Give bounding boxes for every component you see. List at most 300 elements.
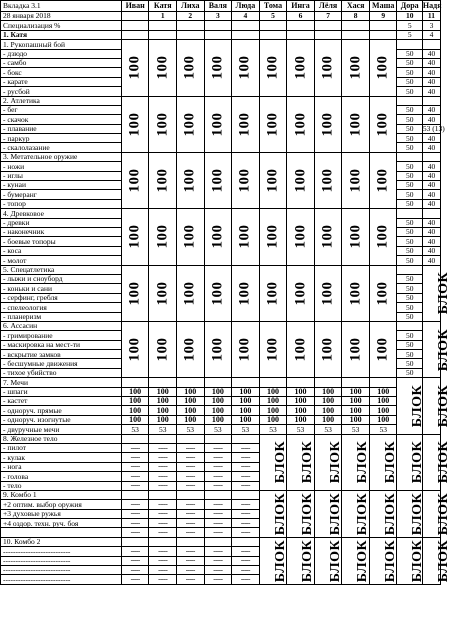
skill-item: - планеризм — [1, 312, 122, 321]
section-title: 5. Спецатлетика — [1, 265, 122, 274]
block-label: БЛОК — [410, 492, 426, 536]
skill-item: - русбой — [1, 87, 122, 96]
skill-value: 50 — [397, 246, 422, 255]
value-100-text: 100 — [154, 112, 171, 137]
skill-value: 53 — [204, 425, 232, 434]
skill-value: 53 (13) — [422, 124, 445, 134]
skill-value: 100 — [287, 397, 315, 406]
block-label: БЛОК — [436, 272, 452, 315]
value-100 — [204, 209, 232, 265]
empty-value: ----- — [149, 462, 177, 471]
value-100-text: 100 — [292, 168, 309, 193]
value-100-text: 100 — [374, 224, 391, 249]
value-100-text: 100 — [374, 281, 391, 306]
block-label: БЛОК — [410, 384, 426, 428]
skill-value: 100 — [314, 415, 342, 424]
value-100 — [204, 152, 232, 208]
skill-value: 50 — [397, 162, 422, 171]
empty-value: ----- — [232, 566, 260, 575]
skill-value: 100 — [232, 415, 260, 424]
skill-value: 50 — [397, 237, 422, 246]
value-100-text: 100 — [374, 112, 391, 137]
empty-value: ----- — [149, 481, 177, 490]
empty-value: ----- — [232, 472, 260, 481]
skill-value: 40 — [422, 105, 440, 114]
value-100 — [369, 40, 397, 96]
skill-value: 50 — [397, 134, 422, 143]
skill-item: - карате — [1, 77, 122, 86]
skill-item: - наконечник — [1, 227, 122, 236]
block-cell — [397, 490, 426, 537]
column-header: Валя — [204, 1, 232, 12]
empty-value: ----- — [204, 443, 232, 452]
block-cell — [259, 490, 287, 537]
block-cell — [287, 537, 315, 584]
block-cell — [314, 490, 342, 537]
skill-item: - боевые топоры — [1, 237, 122, 246]
value-100-text: 100 — [292, 337, 309, 362]
skill-value: 40 — [422, 115, 440, 124]
column-number: 6 — [287, 12, 315, 21]
empty-value: ----- — [176, 500, 204, 509]
value-100 — [259, 265, 287, 321]
value-100-text: 100 — [264, 337, 281, 362]
block-cell — [259, 434, 287, 490]
skill-value: 50 — [397, 350, 422, 359]
spec-label: Специализация % — [1, 21, 122, 30]
skill-value: 100 — [259, 415, 287, 424]
value-100 — [314, 40, 342, 96]
block-label: БЛОК — [436, 539, 452, 583]
value-100-text: 100 — [236, 112, 253, 137]
skill-value: 50 — [397, 171, 422, 180]
value-100 — [287, 40, 315, 96]
skill-value: 100 — [121, 415, 149, 424]
empty-value: ----- — [176, 472, 204, 481]
block-cell — [422, 321, 452, 377]
skill-value: 100 — [259, 406, 287, 415]
skill-value: 100 — [121, 406, 149, 415]
value-100 — [314, 321, 342, 377]
skill-value: 100 — [259, 397, 287, 406]
column-header: Лиха — [176, 1, 204, 12]
empty-value: ----- — [204, 519, 232, 528]
skill-value: 40 — [422, 58, 440, 67]
skill-value: 50 — [397, 218, 422, 227]
skill-item: - иглы — [1, 171, 122, 180]
section-title: 9. Комбо 1 — [1, 490, 122, 499]
value-100 — [314, 96, 342, 152]
value-100-text: 100 — [209, 224, 226, 249]
value-100-text: 100 — [292, 281, 309, 306]
skill-value: 53 — [369, 425, 397, 434]
block-label: БЛОК — [300, 492, 316, 536]
empty-value: ----- — [121, 528, 149, 537]
block-cell — [287, 490, 315, 537]
table-row — [1, 12, 441, 21]
value-100 — [121, 152, 149, 208]
skill-value: 40 — [422, 246, 440, 255]
skill-value: 50 — [397, 227, 422, 236]
value-100-text: 100 — [347, 281, 364, 306]
skill-item: +2 оптим. выбор оружия — [1, 500, 122, 509]
column-header: Инга — [287, 1, 315, 12]
skill-value: 100 — [369, 406, 397, 415]
value-100 — [176, 40, 204, 96]
section-title: 1. Рукопашный бой — [1, 40, 122, 49]
value-100 — [121, 209, 149, 265]
skill-value: 100 — [149, 406, 177, 415]
value-100 — [259, 96, 287, 152]
section-title: 2. Атлетика — [1, 96, 122, 105]
column-header: Дора — [397, 1, 422, 12]
value-100 — [204, 96, 232, 152]
column-header: Иван — [121, 1, 149, 12]
value-100-text: 100 — [347, 224, 364, 249]
skill-item: - бокс — [1, 68, 122, 77]
column-number: 9 — [369, 12, 397, 21]
empty-value: ----- — [232, 462, 260, 471]
value-100 — [342, 209, 370, 265]
block-label: БЛОК — [300, 539, 316, 583]
block-label: БЛОК — [327, 539, 343, 583]
skill-value: 50 — [397, 77, 422, 86]
skill-value: 40 — [422, 199, 440, 208]
skill-value: 53 — [259, 425, 287, 434]
value-100-text: 100 — [292, 224, 309, 249]
table-row — [1, 209, 441, 218]
skill-item: - самбо — [1, 58, 122, 67]
block-label: БЛОК — [410, 441, 426, 484]
value-100 — [259, 152, 287, 208]
empty-value: ----- — [232, 528, 260, 537]
skill-item: - кулак — [1, 453, 122, 462]
empty-value: ----- — [232, 500, 260, 509]
value-100 — [149, 40, 177, 96]
value-100 — [342, 40, 370, 96]
value-100-text: 100 — [154, 168, 171, 193]
block-cell — [369, 537, 397, 584]
skill-value: 100 — [204, 387, 232, 396]
skill-value: 100 — [232, 406, 260, 415]
skill-value: 50 — [397, 68, 422, 77]
value-100 — [121, 40, 149, 96]
value-100 — [287, 321, 315, 377]
table-row — [1, 397, 441, 406]
empty-value: ----- — [121, 566, 149, 575]
block-cell — [259, 537, 287, 584]
block-label: БЛОК — [436, 384, 452, 428]
empty-value: ----- — [149, 556, 177, 565]
skill-value: 40 — [422, 227, 440, 236]
skill-value: 100 — [149, 397, 177, 406]
block-label: БЛОК — [355, 441, 371, 484]
empty-value: ----- — [149, 443, 177, 452]
value-100-text: 100 — [154, 281, 171, 306]
table-row — [1, 30, 441, 39]
empty-value: ----- — [149, 528, 177, 537]
skill-value: 100 — [232, 387, 260, 396]
skill-value: 100 — [287, 415, 315, 424]
value-100 — [149, 209, 177, 265]
skill-item: --------------------------- — [1, 547, 122, 556]
skill-item: - плавание — [1, 124, 122, 133]
skill-item: - маскировка на мест-ти — [1, 340, 122, 349]
skill-value: 100 — [204, 406, 232, 415]
value-100 — [176, 321, 204, 377]
value-100-text: 100 — [347, 112, 364, 137]
block-cell — [342, 434, 370, 490]
block-cell — [397, 378, 426, 434]
empty-value: ----- — [204, 528, 232, 537]
value-100-text: 100 — [374, 168, 391, 193]
column-header: Люда — [232, 1, 260, 12]
empty-value: ----- — [176, 509, 204, 518]
table-row — [1, 1, 441, 12]
empty-value: ----- — [176, 519, 204, 528]
value-100-text: 100 — [181, 168, 198, 193]
skill-value: 100 — [314, 397, 342, 406]
skill-value: 40 — [422, 181, 440, 190]
empty-value: ----- — [204, 575, 232, 584]
katya-value: 5 — [397, 30, 422, 39]
skill-value: 100 — [149, 415, 177, 424]
skill-item: - одноруч. изогнутые — [1, 415, 122, 424]
column-header: Тома — [259, 1, 287, 12]
skill-value: 100 — [259, 387, 287, 396]
empty-value: ----- — [232, 453, 260, 462]
skill-value: 50 — [397, 368, 422, 377]
value-100-text: 100 — [126, 281, 143, 306]
skill-item: --------------------------- — [1, 575, 122, 584]
empty-value: ----- — [204, 500, 232, 509]
skill-value: 53 — [232, 425, 260, 434]
sheet-date: 28 января 2018 — [1, 12, 122, 21]
empty-value: ----- — [121, 453, 149, 462]
skill-value: 40 — [422, 134, 440, 143]
table-row — [1, 152, 441, 161]
table-row — [1, 21, 441, 30]
block-label: БЛОК — [327, 492, 343, 536]
value-100-text: 100 — [319, 55, 336, 80]
column-header: Лёля — [314, 1, 342, 12]
skill-item: - лыжи и сноуборд — [1, 274, 122, 283]
value-100 — [149, 265, 177, 321]
empty-value: ----- — [204, 481, 232, 490]
empty-value: ----- — [176, 556, 204, 565]
empty-value: ----- — [176, 443, 204, 452]
sheet-title: Вкладка 3.1 — [1, 1, 122, 12]
column-header: Надя — [422, 1, 442, 10]
column-header: Маша — [369, 1, 397, 12]
value-100 — [176, 152, 204, 208]
value-100-text: 100 — [209, 281, 226, 306]
section-title: 4. Древковое — [1, 209, 122, 218]
empty-value: ----- — [204, 453, 232, 462]
value-100-text: 100 — [347, 55, 364, 80]
empty-value: ----- — [149, 566, 177, 575]
skill-item: - бег — [1, 105, 122, 114]
section-title: 7. Мечи — [1, 378, 122, 387]
value-100 — [369, 96, 397, 152]
skill-item: - коса — [1, 246, 122, 255]
skill-value: 50 — [397, 331, 422, 340]
value-100-text: 100 — [292, 112, 309, 137]
skill-item: - двуручные мечи — [1, 425, 122, 434]
skill-item: - бумеранг — [1, 190, 122, 199]
skill-value: 100 — [176, 406, 204, 415]
value-100-text: 100 — [181, 337, 198, 362]
skill-item: - паркур — [1, 134, 122, 143]
skill-item: - одноруч. прямые — [1, 406, 122, 415]
skill-item: - вскрытие замков — [1, 350, 122, 359]
value-100 — [176, 96, 204, 152]
value-100-text: 100 — [264, 224, 281, 249]
table-row — [1, 40, 441, 49]
value-100 — [342, 321, 370, 377]
block-label: БЛОК — [383, 441, 399, 484]
value-100 — [287, 96, 315, 152]
skill-item: - гримирование — [1, 331, 122, 340]
value-100 — [121, 265, 149, 321]
skill-value: 53 — [342, 425, 370, 434]
value-100-text: 100 — [264, 112, 281, 137]
skill-item: +3 духовые ружья — [1, 509, 122, 518]
skill-value: 100 — [287, 406, 315, 415]
skill-value: 100 — [204, 397, 232, 406]
skill-value: 100 — [314, 387, 342, 396]
column-number: 7 — [314, 12, 342, 21]
skill-item: --------------------------- — [1, 556, 122, 565]
block-cell — [342, 537, 370, 584]
block-label: БЛОК — [300, 441, 316, 484]
block-label: БЛОК — [272, 492, 288, 536]
empty-value: ----- — [204, 556, 232, 565]
skill-item: - кунаи — [1, 181, 122, 190]
skill-item: - тело — [1, 481, 122, 490]
value-100-text: 100 — [154, 224, 171, 249]
skill-value: 40 — [422, 218, 440, 227]
skill-value: 40 — [422, 77, 440, 86]
value-100-text: 100 — [292, 55, 309, 80]
column-number: 3 — [204, 12, 232, 21]
block-cell — [314, 537, 342, 584]
value-100-text: 100 — [319, 281, 336, 306]
spec-value: 5 — [397, 21, 422, 30]
skill-value: 100 — [342, 387, 370, 396]
value-100 — [314, 265, 342, 321]
empty-value: ----- — [121, 556, 149, 565]
value-100 — [204, 265, 232, 321]
empty-value: ----- — [149, 547, 177, 556]
value-100 — [149, 152, 177, 208]
value-100-text: 100 — [236, 168, 253, 193]
block-label: БЛОК — [436, 492, 452, 536]
value-100 — [232, 209, 260, 265]
empty-value: ----- — [232, 443, 260, 452]
value-100 — [342, 265, 370, 321]
value-100 — [176, 265, 204, 321]
value-100-text: 100 — [347, 168, 364, 193]
skill-value: 100 — [369, 397, 397, 406]
empty-value: ----- — [121, 472, 149, 481]
skill-item: - серфинг, гребля — [1, 293, 122, 302]
block-label: БЛОК — [410, 539, 426, 583]
skill-item: - тихое убийство — [1, 368, 122, 377]
value-100-text: 100 — [319, 337, 336, 362]
skill-item: - древки — [1, 218, 122, 227]
value-100 — [342, 152, 370, 208]
value-100 — [176, 209, 204, 265]
value-100-text: 100 — [264, 281, 281, 306]
value-100-text: 100 — [126, 168, 143, 193]
column-number — [121, 12, 149, 21]
block-label: БЛОК — [383, 539, 399, 583]
table-row — [1, 96, 441, 105]
empty-value: ----- — [176, 462, 204, 471]
section-title: 8. Железное тело — [1, 434, 122, 443]
skill-value: 40 — [422, 143, 440, 152]
skill-value: 100 — [121, 397, 149, 406]
block-cell — [314, 434, 342, 490]
empty-value: ----- — [121, 481, 149, 490]
skill-value: 50 — [397, 199, 422, 208]
value-100-text: 100 — [374, 337, 391, 362]
skill-value: 100 — [176, 387, 204, 396]
value-100-text: 100 — [319, 168, 336, 193]
skill-value: 50 — [397, 274, 422, 283]
skill-item: - бесшумные движения — [1, 359, 122, 368]
value-100 — [121, 96, 149, 152]
column-number: 4 — [232, 12, 260, 21]
column-number: 10 — [397, 12, 422, 21]
skill-item: +4 оздор. техн. руч. боя — [1, 519, 122, 528]
katya-label: 1. Катя — [1, 30, 122, 39]
table-row — [1, 434, 441, 443]
value-100-text: 100 — [209, 337, 226, 362]
value-100-text: 100 — [126, 55, 143, 80]
value-100 — [232, 265, 260, 321]
empty-value: ----- — [149, 575, 177, 584]
value-100 — [287, 152, 315, 208]
skill-value: 50 — [397, 284, 422, 293]
skill-value: 100 — [176, 397, 204, 406]
skill-item: - шпаги — [1, 387, 122, 396]
skill-value: 100 — [369, 415, 397, 424]
skill-item: - спелеология — [1, 303, 122, 312]
skill-value: 50 — [397, 190, 422, 199]
skill-value: 50 — [397, 181, 422, 190]
section-title: 3. Метательное оружие — [1, 152, 122, 161]
skill-value: 50 — [397, 115, 422, 124]
empty-value: ----- — [121, 500, 149, 509]
section-title: 6. Ассасин — [1, 321, 122, 330]
empty-value: ----- — [149, 453, 177, 462]
empty-value: ----- — [121, 519, 149, 528]
value-100-text: 100 — [181, 55, 198, 80]
skill-value: 100 — [342, 406, 370, 415]
column-number: 2 — [176, 12, 204, 21]
skill-item: - пилот — [1, 443, 122, 452]
spec-value: 3 — [422, 21, 440, 30]
value-100 — [232, 40, 260, 96]
value-100-text: 100 — [209, 168, 226, 193]
empty-value: ----- — [149, 519, 177, 528]
column-header: Хася — [342, 1, 370, 12]
table-row — [1, 490, 441, 499]
skill-value: 100 — [342, 415, 370, 424]
value-100-text: 100 — [126, 337, 143, 362]
